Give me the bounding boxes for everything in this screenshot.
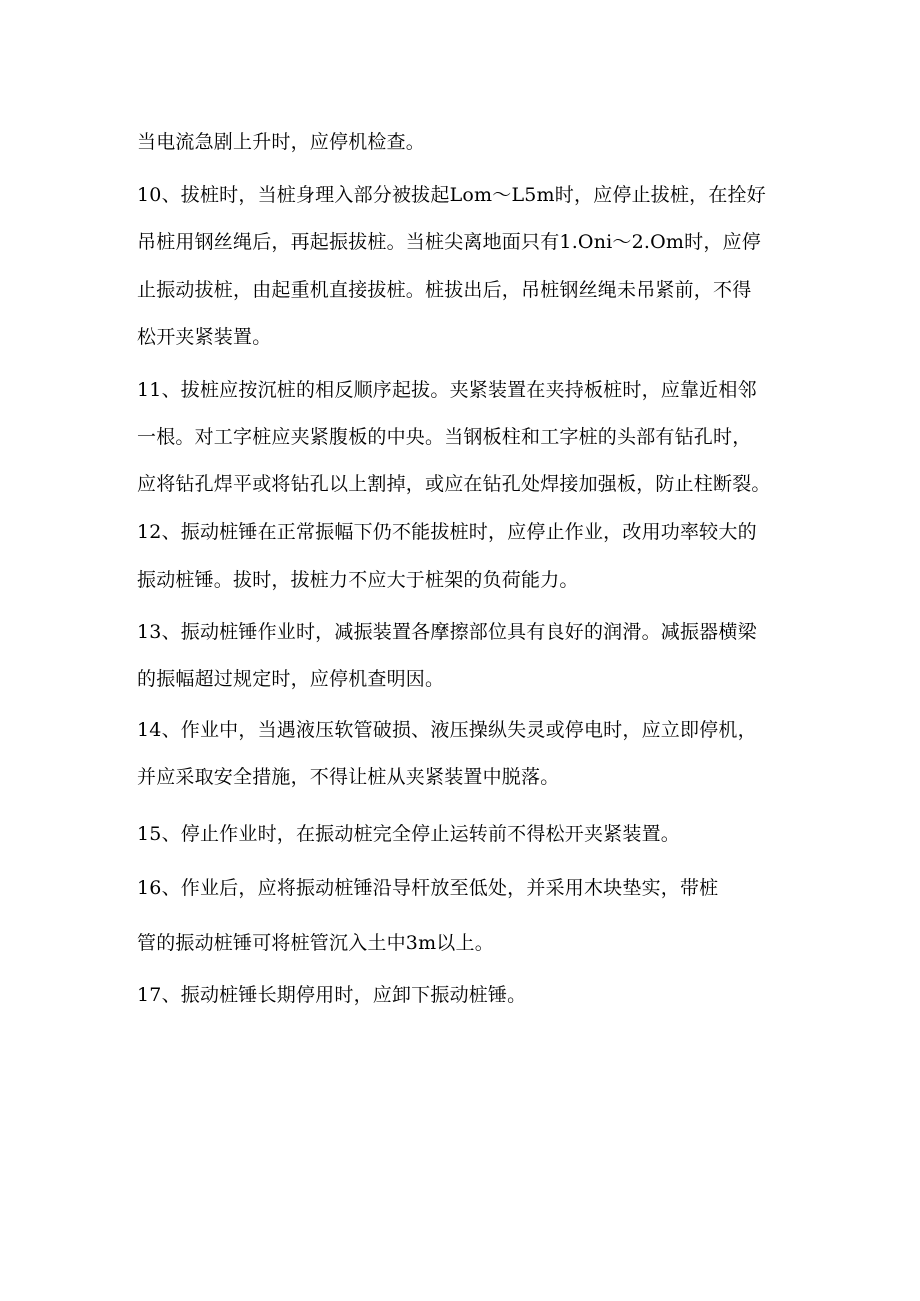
text-line: 15、停止作业时，在振动桩完全停止运转前不得松开夹紧装置。 [137,823,680,845]
text-line: 止振动拔桩，由起重机直接拔桩。桩拔出后，吊桩钢丝绳未吊紧前，不得 [137,279,752,301]
text-line: 一根。对工字桩应夹紧腹板的中央。当钢板柱和工字桩的头部有钻孔时， [137,426,752,448]
text-line: 10、拔桩时，当桩身理入部分被拔起Lom～L5m时，应停止拔桩，在拴好 [137,184,766,206]
text-line: 当电流急剧上升时，应停机检查。 [137,131,426,153]
text-line: 16、作业后，应将振动桩锤沿导杆放至低处，并采用木块垫实，带桩 [137,877,719,899]
text-line: 14、作业中，当遇液压软管破损、液压操纵失灵或停电时，应立即停机， [137,719,757,741]
text-line: 17、振动桩锤长期停用时，应卸下振动桩锤。 [137,984,527,1006]
text-line: 应将钻孔焊平或将钻孔以上割掉，或应在钻孔处焊接加强板，防止柱断裂。 [137,473,771,495]
text-line: 13、振动桩锤作业时，减振装置各摩擦部位具有良好的润滑。减振器横梁 [137,621,757,643]
text-line: 12、振动桩锤在正常振幅下仍不能拔桩时，应停止作业，改用功率较大的 [137,521,757,543]
text-line: 管的振动桩锤可将桩管沉入土中3m以上。 [137,932,494,954]
text-line: 振动桩锤。拔时，拔桩力不应大于桩架的负荷能力。 [137,569,579,591]
text-line: 11、拔桩应按沉桩的相反顺序起拔。夹紧装置在夹持板桩时，应靠近相邻 [137,379,757,401]
text-line: 松开夹紧装置。 [137,326,272,348]
text-line: 并应采取安全措施，不得让桩从夹紧装置中脱落。 [137,766,560,788]
text-line: 的振幅超过规定时，应停机查明因。 [137,668,445,690]
text-line: 吊桩用钢丝绳后，再起振拔桩。当桩尖离地面只有1.Oni～2.Om时，应停 [137,231,761,253]
